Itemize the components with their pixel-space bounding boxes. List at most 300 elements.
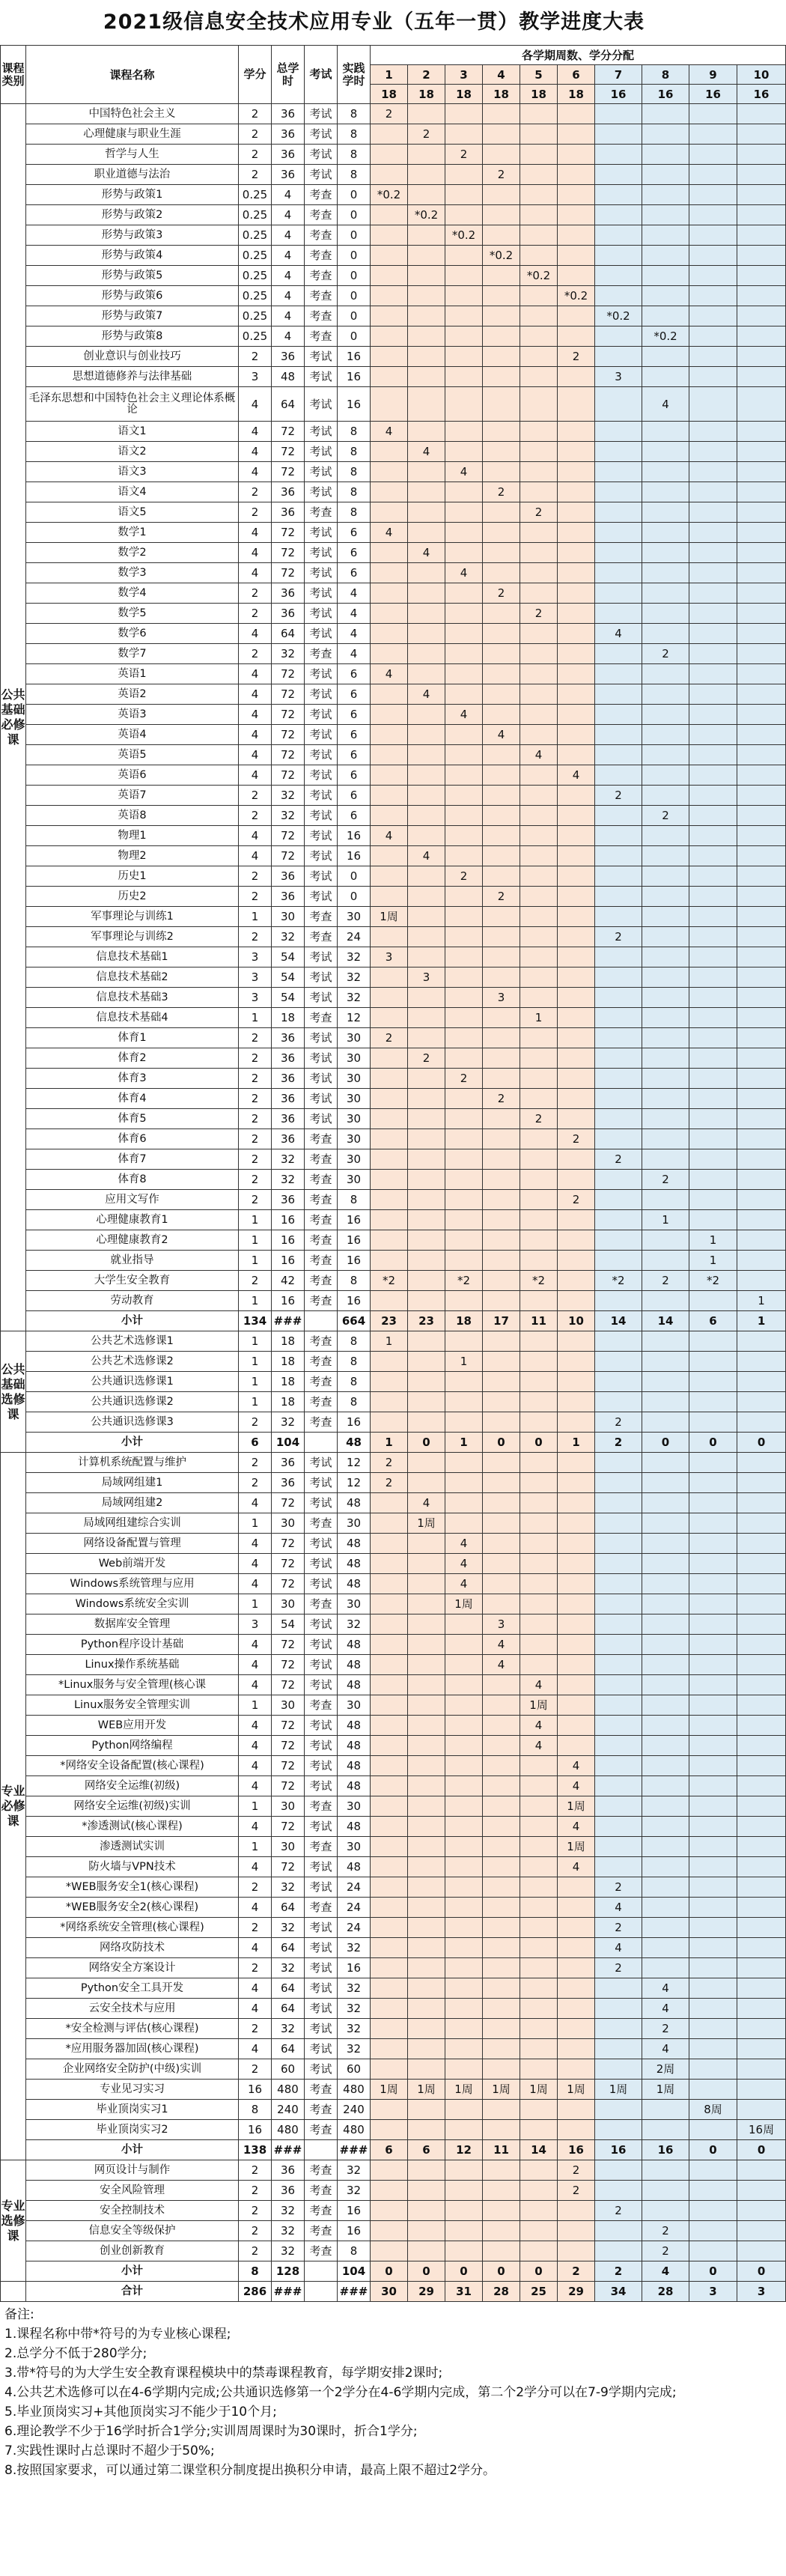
semester-8-cell: [642, 1008, 689, 1028]
practice-cell: 48: [338, 1776, 371, 1796]
semester-2-cell: [408, 1372, 445, 1392]
semester-3-cell: [445, 1109, 483, 1129]
semester-2-cell: [408, 1412, 445, 1433]
semester-5-cell: [520, 947, 558, 967]
hours-cell: 72: [272, 1655, 305, 1675]
semester-5-cell: 2: [520, 1109, 558, 1129]
subtotal-row: [1, 2140, 786, 2160]
semester-3-cell: [445, 326, 483, 347]
credit-cell: 2: [239, 2019, 272, 2039]
credit-cell: 2: [239, 2221, 272, 2241]
semester-7-cell: [595, 462, 642, 482]
semester-4-cell: 3: [483, 988, 520, 1008]
credit-cell: 0.25: [239, 205, 272, 225]
semester-7-cell: [595, 1028, 642, 1048]
semester-8-cell: [642, 2100, 689, 2120]
course-row: [1, 124, 786, 145]
practice-cell: 32: [338, 2181, 371, 2201]
semester-9-cell: [689, 887, 737, 907]
semester-5-cell: [520, 1999, 558, 2019]
semester-2-cell: [408, 2059, 445, 2080]
semester-3-cell: [445, 306, 483, 326]
exam-cell: 考查: [305, 1513, 338, 1534]
credit-cell: 4: [239, 684, 272, 705]
semester-7-cell: [595, 1534, 642, 1554]
semester-7-cell: [595, 887, 642, 907]
semester-5-cell: [520, 1817, 558, 1837]
semester-1-cell: [371, 1938, 408, 1958]
course-name: 渗透测试实训: [26, 1837, 239, 1857]
course-name: 形势与政策6: [26, 286, 239, 306]
semester-1-cell: [371, 442, 408, 462]
course-row: [1, 165, 786, 185]
semester-3-cell: [445, 583, 483, 604]
course-row: [1, 2019, 786, 2039]
semester-4-cell: [483, 306, 520, 326]
exam-cell: 考试: [305, 165, 338, 185]
semester-5-cell: [520, 387, 558, 422]
semester-6-cell: 1周: [558, 1837, 595, 1857]
semester-10-cell: [737, 1877, 786, 1898]
semester-10-cell: [737, 786, 786, 806]
course-row: [1, 604, 786, 624]
semester-10-cell: [737, 1817, 786, 1837]
semester-8-cell: [642, 523, 689, 543]
semester-9-cell: [689, 1331, 737, 1352]
credit-cell: 1: [239, 1008, 272, 1028]
semester-8-cell: [642, 1392, 689, 1412]
semester-8-cell: 2: [642, 806, 689, 826]
semester-9-cell: [689, 604, 737, 624]
semester-6-cell: [558, 165, 595, 185]
semester-1-cell: [371, 1918, 408, 1938]
credit-cell: 3: [239, 947, 272, 967]
semester-6-cell: [558, 1392, 595, 1412]
semester-10-cell: [737, 2181, 786, 2201]
practice-cell: 16: [338, 826, 371, 846]
semester-7-cell: 4: [595, 1938, 642, 1958]
course-row: [1, 225, 786, 246]
semester-4-cell: 17: [483, 1311, 520, 1331]
practice-cell: 6: [338, 765, 371, 786]
credit-cell: 0.25: [239, 326, 272, 347]
semester-3-cell: [445, 1493, 483, 1513]
hours-cell: 4: [272, 205, 305, 225]
semester-8-cell: [642, 927, 689, 947]
semester-7-cell: 3: [595, 367, 642, 387]
semester-4-cell: [483, 1129, 520, 1149]
practice-cell: 48: [338, 1716, 371, 1736]
semester-6-cell: [558, 442, 595, 462]
practice-cell: 30: [338, 1069, 371, 1089]
semester-1-cell: [371, 1493, 408, 1513]
semester-5-cell: [520, 543, 558, 563]
semester-7-cell: *2: [595, 1271, 642, 1291]
semester-2-cell: [408, 1170, 445, 1190]
credit-cell: 2: [239, 1453, 272, 1473]
semester-6-cell: [558, 1736, 595, 1756]
course-name: 形势与政策7: [26, 306, 239, 326]
semester-5-cell: [520, 165, 558, 185]
credit-cell: 2: [239, 1089, 272, 1109]
semester-8-cell: 4: [642, 2261, 689, 2282]
semester-6-weeks: 18: [558, 85, 595, 104]
semester-10-cell: [737, 1412, 786, 1433]
semester-8-cell: [642, 185, 689, 205]
semester-2-cell: *0.2: [408, 205, 445, 225]
semester-2-cell: [408, 1614, 445, 1635]
exam-cell: 考试: [305, 1877, 338, 1898]
semester-5-cell: [520, 563, 558, 583]
hours-cell: 42: [272, 1271, 305, 1291]
practice-cell: 104: [338, 2261, 371, 2282]
course-row: [1, 684, 786, 705]
semester-10-cell: [737, 1069, 786, 1089]
semester-2-cell: [408, 1089, 445, 1109]
semester-9-cell: [689, 1655, 737, 1675]
exam-cell: 考查: [305, 185, 338, 205]
practice-cell: 48: [338, 1736, 371, 1756]
practice-cell: 8: [338, 165, 371, 185]
semester-6-cell: [558, 367, 595, 387]
hours-cell: 480: [272, 2120, 305, 2140]
semester-10-cell: [737, 684, 786, 705]
semester-3-cell: [445, 1938, 483, 1958]
hours-cell: 54: [272, 988, 305, 1008]
hours-cell: 72: [272, 1675, 305, 1695]
exam-cell: 考查: [305, 2181, 338, 2201]
semester-7-cell: 2: [595, 1877, 642, 1898]
semester-1-cell: [371, 624, 408, 644]
course-row: [1, 286, 786, 306]
exam-cell: 考试: [305, 624, 338, 644]
semester-5-cell: [520, 347, 558, 367]
course-name: 安全风险管理: [26, 2181, 239, 2201]
practice-cell: 48: [338, 1857, 371, 1877]
semester-3-cell: [445, 1635, 483, 1655]
semester-9-cell: [689, 624, 737, 644]
course-row: [1, 1453, 786, 1473]
semester-4-cell: 2: [483, 887, 520, 907]
semester-4-cell: [483, 286, 520, 306]
semester-1-cell: 2: [371, 1028, 408, 1048]
semester-8-cell: 2: [642, 1271, 689, 1291]
semester-7-cell: [595, 124, 642, 145]
course-name: Web前端开发: [26, 1554, 239, 1574]
course-name: 网络设备配置与管理: [26, 1534, 239, 1554]
practice-cell: 6: [338, 684, 371, 705]
semester-5-cell: [520, 1534, 558, 1554]
semester-8-cell: [642, 1675, 689, 1695]
semester-10-cell: [737, 326, 786, 347]
practice-cell: 8: [338, 1331, 371, 1352]
practice-cell: 0: [338, 185, 371, 205]
hours-cell: 72: [272, 1716, 305, 1736]
semester-3-cell: 2: [445, 145, 483, 165]
semester-9-cell: [689, 2019, 737, 2039]
semester-6-cell: [558, 124, 595, 145]
course-name: 军事理论与训练2: [26, 927, 239, 947]
semester-2-cell: [408, 907, 445, 927]
semester-3-cell: [445, 1817, 483, 1837]
course-name: 创业意识与创业技巧: [26, 347, 239, 367]
semester-3-cell: 1: [445, 1433, 483, 1453]
semester-9-cell: [689, 1675, 737, 1695]
course-row: [1, 705, 786, 725]
credit-cell: 2: [239, 2160, 272, 2181]
subtotal-label: 小计: [26, 2261, 239, 2282]
semester-10-cell: [737, 1028, 786, 1048]
semester-9-cell: [689, 225, 737, 246]
semester-8-cell: [642, 1776, 689, 1796]
semester-1-cell: [371, 2221, 408, 2241]
semester-1-cell: [371, 806, 408, 826]
exam-cell: [305, 2282, 338, 2302]
hours-cell: 4: [272, 326, 305, 347]
semester-5-cell: *0.2: [520, 266, 558, 286]
semester-2-cell: [408, 225, 445, 246]
semester-9-cell: [689, 1594, 737, 1614]
semester-6-cell: [558, 1331, 595, 1352]
semester-9-cell: [689, 1736, 737, 1756]
semester-3-cell: [445, 367, 483, 387]
practice-cell: 30: [338, 1170, 371, 1190]
section-category: 公共基础必修课: [1, 104, 26, 1331]
semester-5-cell: [520, 705, 558, 725]
semester-6-cell: [558, 866, 595, 887]
semester-6-cell: [558, 266, 595, 286]
credit-cell: 1: [239, 1210, 272, 1230]
semester-3-cell: [445, 1898, 483, 1918]
practice-cell: 48: [338, 1554, 371, 1574]
exam-cell: 考查: [305, 1170, 338, 1190]
course-row: [1, 2059, 786, 2080]
course-name: 思想道德修养与法律基础: [26, 367, 239, 387]
semester-10-cell: [737, 806, 786, 826]
semester-2-cell: [408, 266, 445, 286]
semester-1-cell: 4: [371, 422, 408, 442]
semester-5-cell: [520, 2019, 558, 2039]
course-name: 语文4: [26, 482, 239, 502]
semester-6-cell: [558, 502, 595, 523]
semester-2-cell: [408, 1129, 445, 1149]
semester-5-cell: 4: [520, 745, 558, 765]
semester-2-cell: [408, 1251, 445, 1271]
semester-7-cell: [595, 1392, 642, 1412]
semester-2-cell: [408, 422, 445, 442]
exam-cell: 考试: [305, 1736, 338, 1756]
semester-8-cell: 2周: [642, 2059, 689, 2080]
hours-cell: 4: [272, 185, 305, 205]
semester-2-cell: [408, 1837, 445, 1857]
semester-7-cell: [595, 1614, 642, 1635]
hours-cell: 72: [272, 1817, 305, 1837]
credit-cell: 2: [239, 2241, 272, 2261]
semester-1-cell: [371, 563, 408, 583]
semester-4-cell: 0: [483, 2261, 520, 2282]
semester-3-cell: [445, 523, 483, 543]
credit-cell: 3: [239, 367, 272, 387]
practice-cell: 48: [338, 1635, 371, 1655]
semester-6-cell: [558, 1089, 595, 1109]
semester-8-cell: [642, 1614, 689, 1635]
practice-cell: 30: [338, 1149, 371, 1170]
practice-cell: 30: [338, 1048, 371, 1069]
note-item: 4.公共艺术选修可以在4-6学期内完成;公共通识选修第一个2学分在4-6学期内完成，第二个2学分可以在7-9学期内完成;: [4, 2385, 677, 2400]
course-name: 网页设计与制作: [26, 2160, 239, 2181]
semester-2-cell: [408, 644, 445, 664]
course-row: [1, 2120, 786, 2140]
practice-cell: 0: [338, 286, 371, 306]
semester-4-cell: [483, 806, 520, 826]
credit-cell: 2: [239, 1149, 272, 1170]
course-name: *网络安全设备配置(核心课程): [26, 1756, 239, 1776]
semester-4-cell: 28: [483, 2282, 520, 2302]
semester-9-cell: [689, 2080, 737, 2100]
semester-4-cell: [483, 1453, 520, 1473]
semester-10-cell: [737, 2019, 786, 2039]
hours-cell: 104: [272, 1433, 305, 1453]
semester-4-cell: 0: [483, 1433, 520, 1453]
course-name: 局域网组建综合实训: [26, 1513, 239, 1534]
hours-cell: 72: [272, 1493, 305, 1513]
semester-6-cell: [558, 1251, 595, 1271]
semester-1-cell: [371, 1210, 408, 1230]
semester-1-cell: 1周: [371, 907, 408, 927]
semester-9-cell: [689, 1716, 737, 1736]
exam-cell: 考试: [305, 367, 338, 387]
course-row: [1, 1999, 786, 2019]
semester-1-cell: [371, 145, 408, 165]
semester-1-cell: [371, 1716, 408, 1736]
semester-6-cell: [558, 422, 595, 442]
semester-5-cell: [520, 1190, 558, 1210]
credit-cell: 3: [239, 967, 272, 988]
course-row: [1, 1251, 786, 1271]
section-category: 专业选修课: [1, 2160, 26, 2282]
exam-cell: 考查: [305, 286, 338, 306]
semester-3-cell: [445, 1190, 483, 1210]
semester-7-cell: 4: [595, 624, 642, 644]
credit-cell: 2: [239, 1918, 272, 1938]
semester-4-cell: [483, 2181, 520, 2201]
semester-2-cell: [408, 246, 445, 266]
semester-9-cell: [689, 1776, 737, 1796]
credit-cell: 2: [239, 1109, 272, 1129]
semester-8-cell: 2: [642, 1170, 689, 1190]
semester-2-cell: [408, 185, 445, 205]
course-name: Python安全工具开发: [26, 1978, 239, 1999]
semester-1-cell: [371, 866, 408, 887]
hours-cell: 64: [272, 387, 305, 422]
exam-cell: 考试: [305, 543, 338, 563]
semester-7-cell: [595, 1372, 642, 1392]
semester-4-cell: [483, 1251, 520, 1271]
semester-2-weeks: 18: [408, 85, 445, 104]
semester-10-cell: [737, 1129, 786, 1149]
course-name: Linux服务安全管理实训: [26, 1695, 239, 1716]
semester-4-cell: [483, 1999, 520, 2019]
exam-cell: 考查: [305, 2120, 338, 2140]
exam-cell: 考查: [305, 1372, 338, 1392]
course-name: 历史2: [26, 887, 239, 907]
credit-cell: 4: [239, 1776, 272, 1796]
course-row: [1, 887, 786, 907]
semester-1-cell: [371, 306, 408, 326]
semester-1-cell: [371, 165, 408, 185]
practice-cell: 6: [338, 725, 371, 745]
course-name: *应用服务器加固(核心课程): [26, 2039, 239, 2059]
semester-9-cell: 0: [689, 1433, 737, 1453]
semester-7-cell: [595, 684, 642, 705]
semester-4-cell: [483, 543, 520, 563]
semester-7-cell: [595, 1493, 642, 1513]
semester-10-cell: [737, 523, 786, 543]
course-row: [1, 1271, 786, 1291]
semester-8-cell: 2: [642, 644, 689, 664]
credit-cell: 4: [239, 1675, 272, 1695]
semester-8-cell: [642, 306, 689, 326]
semester-1-cell: [371, 1594, 408, 1614]
semester-1-cell: [371, 2120, 408, 2140]
course-row: [1, 1554, 786, 1574]
semester-8-cell: [642, 266, 689, 286]
semester-8-cell: [642, 286, 689, 306]
semester-1-cell: [371, 967, 408, 988]
semester-4-cell: [483, 907, 520, 927]
semester-10-cell: [737, 1796, 786, 1817]
semester-4-cell: [483, 462, 520, 482]
semester-9-cell: [689, 705, 737, 725]
hours-cell: 32: [272, 786, 305, 806]
hours-cell: 30: [272, 907, 305, 927]
semester-8-cell: [642, 1574, 689, 1594]
semester-5-cell: [520, 1635, 558, 1655]
semester-9-cell: [689, 1291, 737, 1311]
course-row: [1, 927, 786, 947]
practice-cell: 32: [338, 1999, 371, 2019]
credit-cell: 0.25: [239, 225, 272, 246]
semester-5-cell: 0: [520, 1433, 558, 1453]
semester-7-cell: [595, 1736, 642, 1756]
semester-5-cell: 4: [520, 1716, 558, 1736]
hours-cell: 64: [272, 1898, 305, 1918]
semester-1-cell: 4: [371, 826, 408, 846]
course-row: [1, 725, 786, 745]
course-name: 局域网组建2: [26, 1493, 239, 1513]
exam-cell: 考试: [305, 1493, 338, 1513]
course-row: [1, 644, 786, 664]
semester-10-cell: [737, 583, 786, 604]
course-name: 公共艺术选修课2: [26, 1352, 239, 1372]
semester-3-cell: [445, 502, 483, 523]
semester-10-cell: 1: [737, 1291, 786, 1311]
exam-cell: 考试: [305, 1675, 338, 1695]
semester-2-cell: 4: [408, 442, 445, 462]
semester-6-cell: [558, 1271, 595, 1291]
semester-1-cell: [371, 1999, 408, 2019]
semester-7-cell: 16: [595, 2140, 642, 2160]
course-row: [1, 1008, 786, 1028]
semester-2-cell: [408, 1109, 445, 1129]
credit-cell: 4: [239, 387, 272, 422]
course-row: [1, 482, 786, 502]
semester-5-cell: [520, 1210, 558, 1230]
hours-cell: 36: [272, 1453, 305, 1473]
semester-6-cell: [558, 1635, 595, 1655]
semester-3-cell: [445, 604, 483, 624]
semester-1-cell: [371, 1655, 408, 1675]
